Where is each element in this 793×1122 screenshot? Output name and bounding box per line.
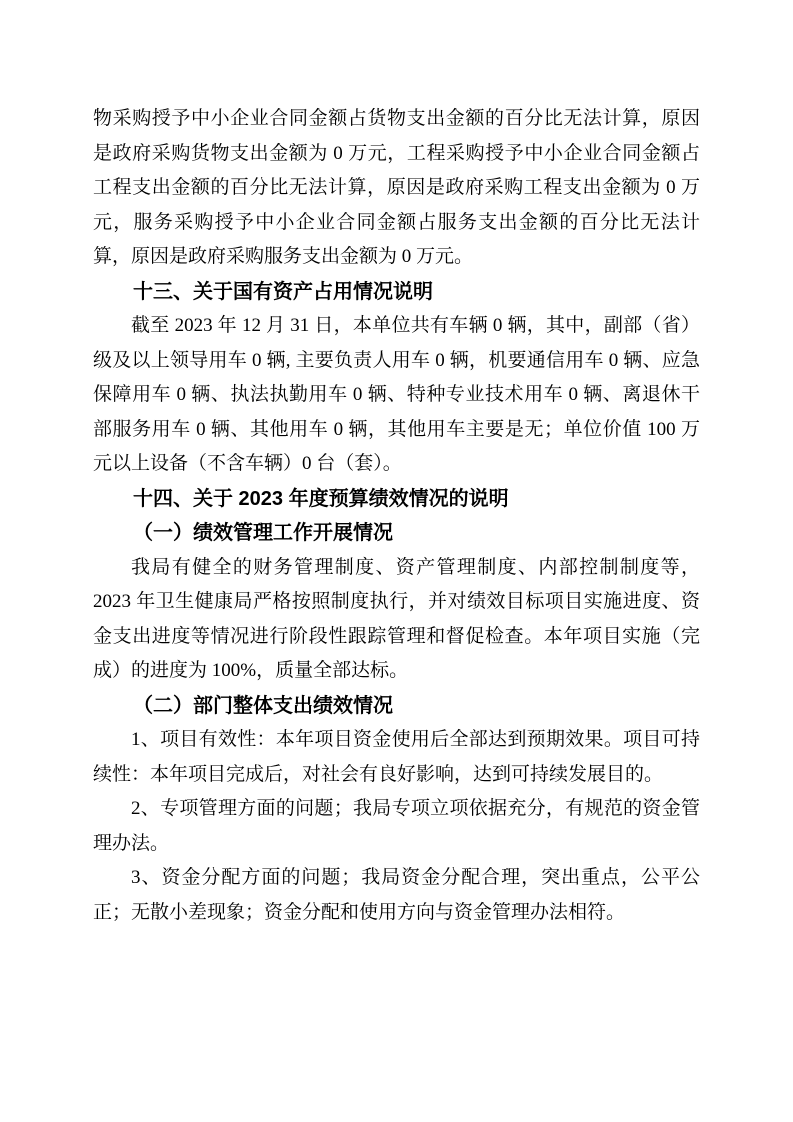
body-paragraph: 3、资金分配方面的问题；我局资金分配合理，突出重点，公平公正；无散小差现象；资金分配和使用方向与资金管理办法相符。 <box>93 867 700 923</box>
body-paragraph: 1、项目有效性：本年项目资金使用后全部达到预期效果。项目可持续性：本年项目完成后，对社会有良好影响，达到可持续发展目的。 <box>93 729 700 785</box>
section-heading: 十三、关于国有资产占用情况说明 <box>133 280 433 303</box>
body-paragraph: 物采购授予中小企业合同金额占货物支出金额的百分比无法计算，原因是政府采购货物支出金额为 0 万元，工程采购授予中小企业合同金额占工程支出金额的百分比无法计算，原因是政府采购工程支出金额为 0 万元，服务采购授予中小企业合同金额占服务支出金额的百分比无法计算，原因是政府采购服务支出金额为 0 万元。 <box>93 108 700 267</box>
subsection-heading: （二）部门整体支出绩效情况 <box>133 694 393 717</box>
document-content <box>93 102 700 930</box>
section-heading: 十四、关于 2023 年度预算绩效情况的说明 <box>133 487 509 510</box>
body-paragraph: 我局有健全的财务管理制度、资产管理制度、内部控制制度等，2023 年卫生健康局严格按照制度执行，并对绩效目标项目实施进度、资金支出进度等情况进行阶段性跟踪管理和督促检查。本年项目实施（完成）的进度为 100%，质量全部达标。 <box>93 556 700 681</box>
body-paragraph: 截至 2023 年 12 月 31 日，本单位共有车辆 0 辆，其中，副部（省）级及以上领导用车 0 辆, 主要负责人用车 0 辆，机要通信用车 0 辆、应急保障用车 0 辆、执法执勤用车 0 辆、特种专业技术用车 0 辆、离退休干部服务用车 0 辆、其他用车 0 辆，其他用车主要是无；单位价值 100 万元以上设备（不含车辆）0 台（套）。 <box>93 315 700 474</box>
subsection-heading: （一）绩效管理工作开展情况 <box>133 522 393 544</box>
body-paragraph: 2、专项管理方面的问题；我局专项立项依据充分，有规范的资金管理办法。 <box>93 798 700 854</box>
